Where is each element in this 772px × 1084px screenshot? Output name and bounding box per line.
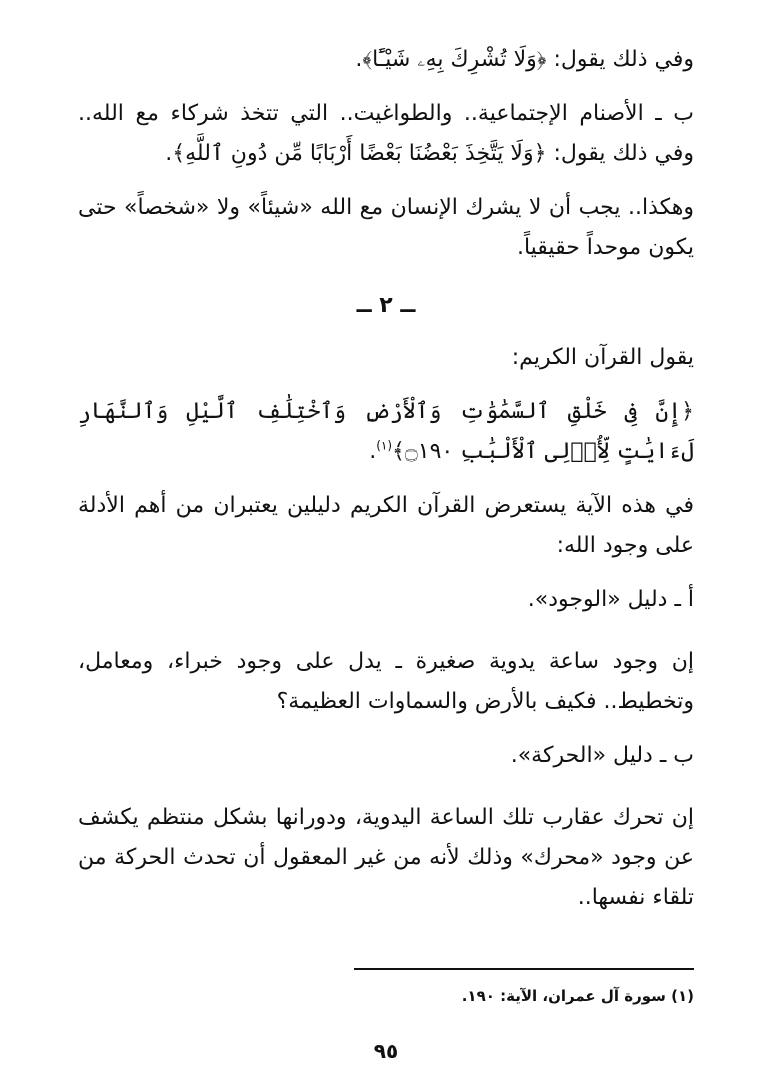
footnote-divider <box>354 968 694 970</box>
paragraph-8: إن وجود ساعة يدوية صغيرة ـ يدل على وجود خبراء، ومعامل، وتخطيط.. فكيف بالأرض والسماوات العظيمة؟ <box>78 649 694 714</box>
paragraph-2: ب ـ الأصنام الإجتماعية.. والطواغيت.. التي تتخذ شركاء مع الله.. وفي ذلك يقول: ﴿وَلَا يَتَّخِذَ بَعْضُنَا بَعْضًا أَرْبَابًا مِّن دُونِ ٱللَّهِ﴾. <box>78 101 694 166</box>
paragraph-6: في هذه الآية يستعرض القرآن الكريم دليلين يعتبران من أهم الأدلة على وجود الله: <box>78 493 694 558</box>
quran-verse-paragraph <box>78 392 694 472</box>
footnote: (١) سورة آل عمران، الآية: ١٩٠. <box>461 987 694 1005</box>
paragraph-1: وفي ذلك يقول: ﴿وَلَا تُشْرِكَ بِهِۦ شَيْـًٔا﴾. <box>355 47 694 72</box>
paragraph-10: إن تحرك عقارب تلك الساعة اليدوية، ودورانها بشكل منتظم يكشف عن وجود «محرك» وذلك لأنه من غير المعقول أن تحدث الحركة من تلقاء نفسها.. <box>78 805 694 910</box>
quran-verse: ﴿إِنَّ فِى خَلْقِ ٱلسَّمَٰوَٰتِ وَٱلْأَرْضِ وَٱخْتِلَٰفِ ٱلَّيْلِ وَٱلنَّهَارِ لَءَايَٰتٍ لِّأُو۟لِى ٱلْأَلْبَٰبِ ۝١٩٠﴾ <box>78 399 694 464</box>
page-number: ٩٥ <box>373 1039 399 1063</box>
verse-end-mark: . <box>369 439 377 464</box>
section-number: ــ ٢ ــ <box>356 293 416 318</box>
paragraph-7: أ ـ دليل «الوجود». <box>527 587 694 612</box>
paragraph-3: وهكذا.. يجب أن لا يشرك الإنسان مع الله «شيئاً» ولا «شخصاً» حتى يكون موحداً حقيقياً. <box>78 195 694 260</box>
footnote-reference: (١) <box>376 438 393 453</box>
paragraph-9: ب ـ دليل «الحركة». <box>510 743 694 768</box>
page-body <box>78 40 694 918</box>
paragraph-4: يقول القرآن الكريم: <box>511 345 694 370</box>
